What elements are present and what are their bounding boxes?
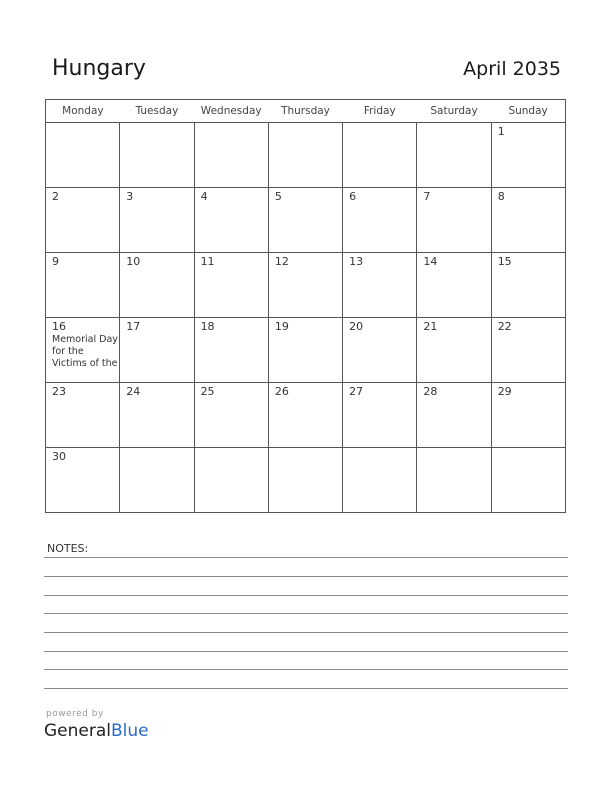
day-number (195, 448, 268, 450)
day-cell (120, 448, 194, 513)
day-number: 9 (52, 255, 59, 268)
day-number: 21 (423, 320, 438, 333)
day-cell (120, 253, 194, 318)
day-cell (343, 188, 417, 253)
day-cell (417, 383, 491, 448)
day-number: 14 (423, 255, 438, 268)
weekday-header: Friday (343, 100, 417, 123)
day-cell (46, 318, 120, 383)
day-cell (120, 318, 194, 383)
day-cell (417, 123, 491, 188)
day-number: 18 (200, 320, 215, 333)
day-cell (491, 318, 565, 383)
day-cell (194, 253, 268, 318)
country-title: Hungary (52, 56, 146, 81)
day-number: 7 (423, 190, 431, 203)
day-cell (343, 123, 417, 188)
note-line (44, 669, 568, 670)
day-number: 15 (497, 255, 512, 268)
day-cell (46, 253, 120, 318)
day-number (120, 123, 193, 125)
day-number: 2 (52, 190, 59, 203)
weekday-header: Sunday (491, 100, 565, 123)
day-cell (491, 123, 565, 188)
weekday-header: Monday (46, 100, 120, 123)
day-number: 28 (423, 385, 438, 398)
day-number: 6 (349, 190, 357, 203)
note-line (44, 632, 568, 633)
weekday-header: Wednesday (194, 100, 268, 123)
calendar-week-row (46, 253, 566, 318)
day-number: 26 (274, 385, 289, 398)
note-line (44, 613, 568, 614)
weekday-header: Tuesday (120, 100, 194, 123)
day-number (120, 448, 193, 450)
day-number (417, 123, 490, 125)
day-cell (343, 448, 417, 513)
day-cell (268, 318, 342, 383)
day-number: 20 (349, 320, 364, 333)
day-cell (194, 383, 268, 448)
day-cell (417, 448, 491, 513)
day-cell (343, 318, 417, 383)
weekday-header: Saturday (417, 100, 491, 123)
day-cell (417, 318, 491, 383)
day-number: 10 (126, 255, 141, 268)
note-line (44, 595, 568, 596)
notes-label: NOTES: (47, 542, 89, 555)
day-cell (120, 383, 194, 448)
day-number: 5 (274, 190, 282, 203)
day-number: 22 (497, 320, 512, 333)
day-number (46, 123, 119, 125)
day-number: 1 (497, 125, 505, 138)
day-cell (194, 188, 268, 253)
day-cell (268, 188, 342, 253)
day-cell (194, 123, 268, 188)
powered-by-text: powered by (46, 709, 104, 719)
day-cell (343, 253, 417, 318)
day-number: 23 (52, 385, 66, 398)
calendar-grid (45, 99, 566, 513)
day-number: 12 (274, 255, 289, 268)
calendar-week-row (46, 448, 566, 513)
day-number (269, 123, 342, 125)
day-number: 27 (349, 385, 364, 398)
day-cell (46, 383, 120, 448)
note-line (44, 576, 568, 577)
holiday-label: Memorial Day for the Victims of the (52, 334, 118, 369)
month-year-title: April 2035 (463, 58, 561, 80)
day-cell (46, 123, 120, 188)
day-number: 25 (200, 385, 215, 398)
day-cell (120, 123, 194, 188)
calendar-week-row (46, 383, 566, 448)
day-cell (343, 383, 417, 448)
day-number: 3 (126, 190, 134, 203)
day-cell (417, 188, 491, 253)
day-cell (194, 318, 268, 383)
day-number: 4 (200, 190, 208, 203)
note-line (44, 688, 568, 689)
weekday-header: Thursday (268, 100, 342, 123)
day-cell (46, 188, 120, 253)
brand-part-blue: Blue (111, 721, 149, 741)
day-number: 8 (497, 190, 505, 203)
day-cell (268, 448, 342, 513)
day-number: 29 (497, 385, 512, 398)
brand-part-general: General (44, 721, 111, 741)
day-number (492, 448, 565, 450)
day-cell (268, 383, 342, 448)
note-line (44, 651, 568, 652)
day-number: 16 (52, 320, 66, 333)
day-number (417, 448, 490, 450)
day-number (269, 448, 342, 450)
day-number: 24 (126, 385, 141, 398)
day-cell (417, 253, 491, 318)
day-cell (46, 448, 120, 513)
note-line (44, 557, 568, 558)
day-number: 19 (274, 320, 289, 333)
day-cell (491, 188, 565, 253)
calendar-week-row (46, 123, 566, 188)
day-number: 11 (200, 255, 215, 268)
day-cell (194, 448, 268, 513)
day-number: 17 (126, 320, 141, 333)
day-number: 30 (52, 450, 66, 463)
day-cell (491, 383, 565, 448)
day-cell (268, 123, 342, 188)
generalblue-logo (44, 721, 149, 741)
day-number (195, 123, 268, 125)
day-cell (491, 448, 565, 513)
day-number (343, 123, 416, 125)
calendar-week-row (46, 318, 566, 383)
day-number: 13 (349, 255, 364, 268)
day-number (343, 448, 416, 450)
calendar-week-row (46, 188, 566, 253)
day-cell (268, 253, 342, 318)
weekday-header-row (46, 100, 566, 123)
day-cell (120, 188, 194, 253)
day-cell (491, 253, 565, 318)
